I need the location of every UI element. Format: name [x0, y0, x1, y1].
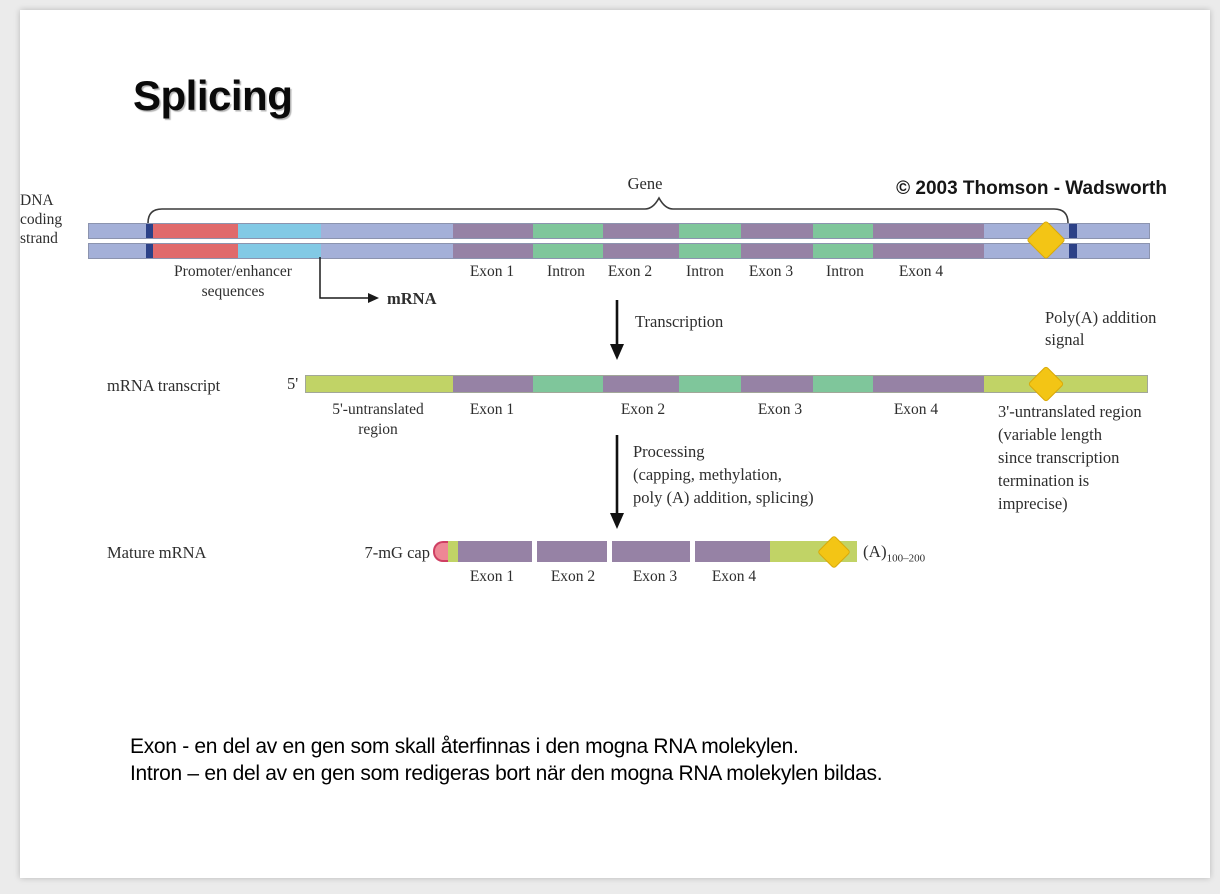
segment-exon-4 — [873, 244, 984, 258]
segment-downstream-region — [1077, 224, 1150, 238]
transcript-exon2-label: Exon 2 — [620, 401, 666, 418]
dna-exon4-label: Exon 4 — [898, 263, 944, 280]
segment-promoter-region — [238, 244, 321, 258]
segment-exon-3 — [741, 376, 813, 392]
dna-intron-label: Intron — [686, 263, 724, 280]
utr3-label — [998, 400, 1142, 515]
segment-exon-4 — [873, 376, 984, 392]
slide-title: Splicing — [133, 72, 293, 119]
segment-gene-boundary-mark — [146, 224, 153, 238]
segment-intron — [813, 376, 873, 392]
segment-intron — [679, 376, 741, 392]
poly-a-signal-diamond — [1028, 366, 1065, 403]
gene-brace — [146, 195, 1070, 225]
mature-mrna-bar — [433, 541, 857, 562]
segment-utr-5 — [306, 376, 453, 392]
slide — [20, 10, 1210, 878]
mature-mrna-label: Mature mRNA — [107, 543, 207, 562]
promoter-label-line1: Promoter/enhancer — [174, 263, 292, 280]
segment-gene-boundary-mark — [146, 244, 153, 258]
dna-strand-upper — [88, 223, 1150, 239]
processing-label — [633, 440, 814, 509]
segment-exon-3 — [741, 224, 813, 238]
segment-exon-1 — [453, 224, 533, 238]
segment-gene-boundary-mark — [1069, 224, 1077, 238]
mature-exon3-label: Exon 3 — [632, 568, 678, 585]
poly-a-signal-label — [1045, 307, 1156, 351]
processing-line: Processing — [633, 442, 705, 461]
utr5-label-line1: 5'-untranslated — [332, 401, 424, 418]
segment-exon-1 — [453, 244, 533, 258]
segment-intron — [679, 244, 741, 258]
mature-exon4-label: Exon 4 — [711, 568, 757, 585]
segment-leader-region — [321, 224, 453, 238]
mrna-start-arrow — [318, 257, 388, 307]
promoter-label-line2: sequences — [201, 283, 265, 300]
utr3-line: imprecise) — [998, 494, 1068, 513]
cap-label: 7-mG cap — [364, 543, 430, 562]
mrna-transcript-label: mRNA transcript — [107, 376, 221, 395]
utr3-line: 3'-untranslated region — [998, 402, 1142, 421]
segment-intron — [813, 244, 873, 258]
processing-line: (capping, methylation, — [633, 465, 782, 484]
five-prime-label: 5' — [287, 374, 299, 393]
segment-exon-2 — [603, 376, 679, 392]
segment-intron — [813, 224, 873, 238]
poly-a-subscript: 100–200 — [886, 552, 926, 565]
utr3-line: since transcription — [998, 448, 1120, 467]
transcription-label: Transcription — [635, 312, 724, 331]
mrna-transcript-bar — [305, 375, 1148, 393]
mature-exon1-label: Exon 1 — [469, 568, 515, 585]
segment-upstream-region — [89, 224, 146, 238]
segment-intron — [533, 376, 603, 392]
mrna-pointer-label: mRNA — [387, 289, 437, 308]
intron-definition-text: Intron – en del av en gen som redigeras bort när den mogna RNA molekylen bildas. — [130, 762, 883, 785]
dna-label-line: strand — [20, 230, 58, 247]
segment-exon-2 — [603, 244, 679, 258]
dna-exon3-label: Exon 3 — [748, 263, 794, 280]
dna-intron-label: Intron — [547, 263, 585, 280]
mature-exon2-label: Exon 2 — [550, 568, 596, 585]
processing-line: poly (A) addition, splicing) — [633, 488, 814, 507]
dna-intron-label: Intron — [826, 263, 864, 280]
poly-a-text: (A) — [863, 542, 887, 561]
utr3-line: termination is — [998, 471, 1090, 490]
segment-intron — [533, 244, 603, 258]
transcript-exon4-label: Exon 4 — [893, 401, 939, 418]
segment-promoter-enhancer — [153, 224, 238, 238]
dna-label-line: coding — [20, 211, 63, 228]
segment-utr-5 — [448, 541, 458, 562]
segment-intron — [679, 224, 741, 238]
copyright-text: © 2003 Thomson - Wadsworth — [896, 178, 1167, 199]
segment-exon-3 — [612, 541, 690, 562]
segment-exon-4 — [873, 224, 984, 238]
dna-exon2-label: Exon 2 — [607, 263, 653, 280]
utr5-label-line2: region — [358, 421, 398, 438]
poly-a-tail-label — [863, 542, 925, 568]
segment-intron — [533, 224, 603, 238]
segment-upstream-region — [89, 244, 146, 258]
poly-a-signal-line: signal — [1045, 330, 1085, 349]
dna-label-line: DNA — [20, 192, 54, 209]
dna-exon1-label: Exon 1 — [469, 263, 515, 280]
transcript-exon3-label: Exon 3 — [757, 401, 803, 418]
segment-exon-1 — [458, 541, 532, 562]
gene-label: Gene — [627, 174, 663, 193]
segment-exon-2 — [537, 541, 607, 562]
segment-leader-region — [321, 244, 453, 258]
segment-promoter-region — [238, 224, 321, 238]
dna-strand-lower — [88, 243, 1150, 259]
segment-gene-boundary-mark — [1069, 244, 1077, 258]
segment-downstream-region — [1077, 244, 1150, 258]
segment-exon-2 — [603, 224, 679, 238]
segment-exon-1 — [453, 376, 533, 392]
exon-definition-text: Exon - en del av en gen som skall återfinnas i den mogna RNA molekylen. — [130, 735, 799, 758]
dna-strand — [88, 223, 1150, 259]
segment-exon-4 — [695, 541, 770, 562]
dna-strand-label — [20, 191, 62, 248]
segment-utr-3 — [984, 376, 1148, 392]
segment-promoter-enhancer — [153, 244, 238, 258]
transcription-arrow — [610, 300, 628, 362]
segment-seven-mg-cap — [433, 541, 448, 562]
poly-a-signal-line: Poly(A) addition — [1045, 308, 1157, 327]
transcript-exon1-label: Exon 1 — [469, 401, 515, 418]
processing-arrow — [610, 435, 628, 531]
segment-exon-3 — [741, 244, 813, 258]
utr3-line: (variable length — [998, 425, 1102, 444]
